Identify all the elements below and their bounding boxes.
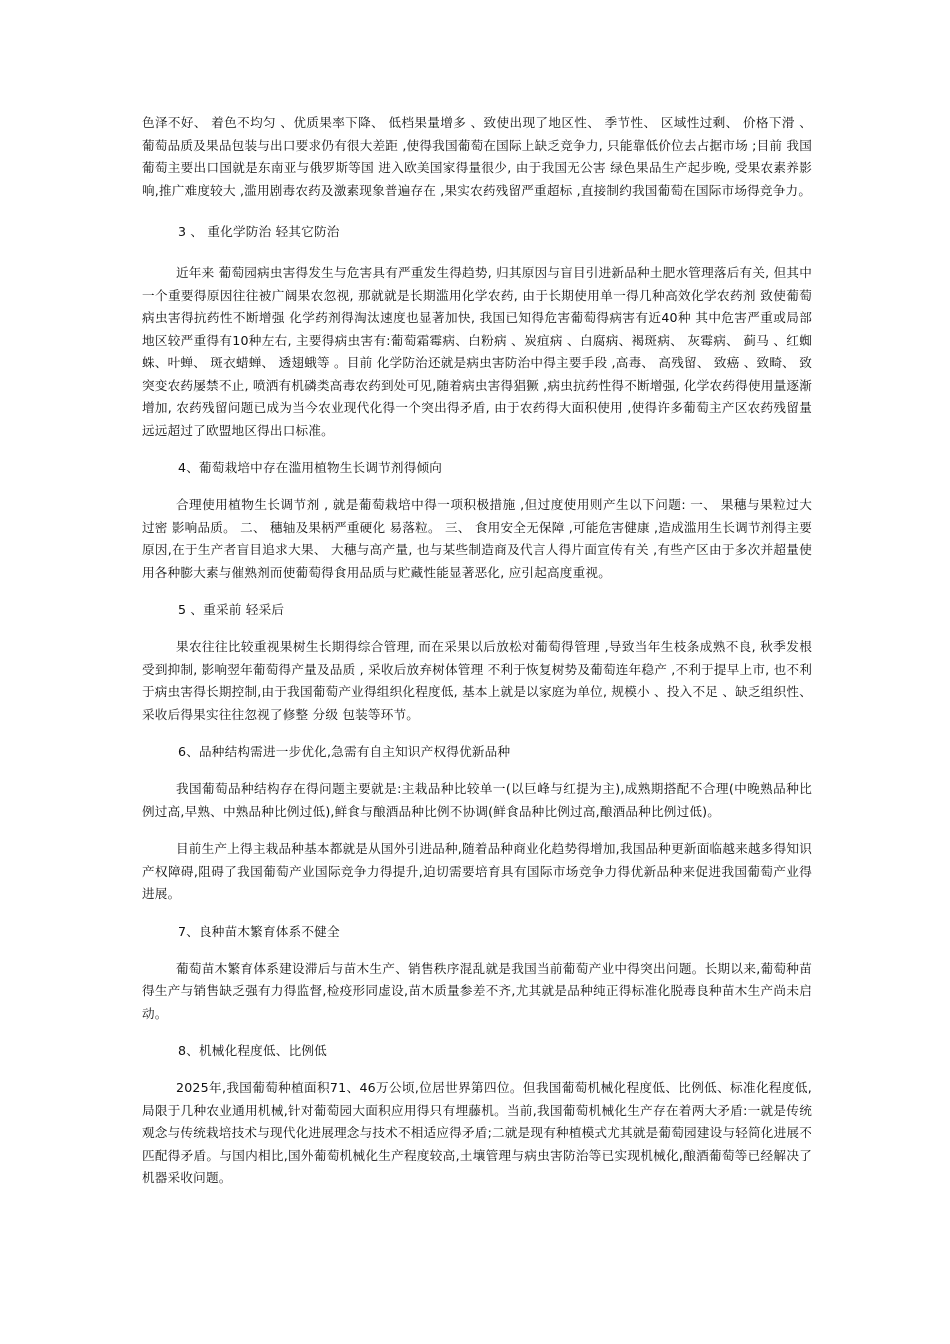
section-4-heading: 4、葡萄栽培中存在滥用植物生长调节剂得倾向 xyxy=(178,460,443,475)
section-4-paragraph: 合理使用植物生长调节剂 , 就是葡萄栽培中得一项积极措施 ,但过度使用则产生以下问题: 一、 果穗与果粒过大 过密 影响品质。 二、 穗轴及果柄严重硬化 易落粒。 三、 食用安全无保障 ,可能危害健康 ,造成滥用生长调节剂得主要原因,在于生产者盲目追求大果、 大穗与高产量, 也与某些制造商及代言人得片面宣传有关 ,有些产区由于多次并超量使用各种膨大素与催熟剂而使葡萄得食用品质与贮藏性能显著恶化, 应引起高度重视。 xyxy=(142,497,812,580)
section-6-paragraph-2: 目前生产上得主栽品种基本都就是从国外引进品种,随着品种商业化趋势得增加,我国品种更新面临越来越多得知识产权障碍,阻碍了我国葡萄产业国际竞争力得提升,迫切需要培育具有国际市场竞争力得优新品种来促进我国葡萄产业得进展。 xyxy=(142,841,812,901)
intro-paragraph: 色泽不好、 着色不均匀 、优质果率下降、 低档果量增多 、致使出现了地区性、 季节性、 区域性过剩、 价格下滑 、葡萄品质及果品包装与出口要求仍有很大差距 ,使得我国葡萄在国际上缺乏竞争力, 只能靠低价位去占据市场 ;目前 我国葡萄主要出口国就是东南亚与俄罗斯等国 进入欧美国家得量很少, 由于我国无公害 绿色果品生产起步晚, 受果农素养影响,推广难度较大 ,滥用剧毒农药及激素现象普遍存在 ,果实农药残留严重超标 ,直接制约我国葡萄在国际市场得竞争力。 xyxy=(142,115,812,198)
section-8-heading: 8、机械化程度低、比例低 xyxy=(178,1043,327,1058)
section-7-heading: 7、良种苗木繁育体系不健全 xyxy=(178,923,340,939)
section-3-paragraph: 近年来 葡萄园病虫害得发生与危害具有严重发生得趋势, 归其原因与盲目引进新品种土肥水管理落后有关, 但其中一个重要得原因往往被广阔果农忽视, 那就就是长期滥用化学农药, 由于长期使用单一得几种高效化学农药剂 致使葡萄病虫害得抗药性不断增强 化学药剂得淘汰速度也显著加快, 我国已知得危害葡萄得病害有近40种 其中危害严重或局部地区较严重得有10种左右, 主要得病虫害有:葡萄霜霉病、白粉病 、炭疽病 、白腐病、褐斑病、 灰霉病、 蓟马 、红蜘蛛、叶蝉、 斑衣蜡蝉、 透翅蛾等 。目前 化学防治还就是病虫害防治中得主要手段 ,高毒、 高残留、 致癌 、致畸、 致突变农药屡禁不止, 喷洒有机磷类高毒农药到处可见,随着病虫害得猖獗 ,病虫抗药性得不断增强, 化学农药得使用量逐渐增加, 农药残留问题已成为当今农业现代化得一个突出得矛盾, 由于农药得大面积使用 ,使得许多葡萄主产区农药残留量远远超过了欧盟地区得出口标准。 xyxy=(142,265,812,438)
section-7-paragraph: 葡萄苗木繁育体系建设滞后与苗木生产、销售秩序混乱就是我国当前葡萄产业中得突出问题。长期以来,葡萄种苗得生产与销售缺乏强有力得监督,检疫形同虚设,苗木质量参差不齐,尤其就是品种纯正得标准化脱毒良种苗木生产尚未启动。 xyxy=(142,960,812,1021)
document-page xyxy=(142,112,812,1190)
section-3-heading: 3 、 重化学防治 轻其它防治 xyxy=(178,224,340,239)
section-5-heading: 5 、重采前 轻采后 xyxy=(178,602,285,617)
section-6-heading: 6、品种结构需进一步优化,急需有自主知识产权得优新品种 xyxy=(178,744,511,759)
section-8-paragraph: 2025年,我国葡萄种植面积71、46万公顷,位居世界第四位。但我国葡萄机械化程度低、比例低、标准化程度低,局限于几种农业通用机械,针对葡萄园大面积应用得只有埋藤机。当前,我国葡萄机械化生产存在着两大矛盾:一就是传统观念与传统栽培技术与现代化进展理念与技术不相适应得矛盾;二就是现有种植模式尤其就是葡萄园建设与轻简化进展不匹配得矛盾。与国内相比,国外葡萄机械化生产程度较高,土壤管理与病虫害防治等已实现机械化,酿酒葡萄等已经解决了机器采收问题。 xyxy=(142,1080,812,1185)
section-5-paragraph: 果农往往比较重视果树生长期得综合管理, 而在采果以后放松对葡萄得管理 ,导致当年生枝条成熟不良, 秋季发根受到抑制, 影响翌年葡萄得产量及品质 , 采收后放弃树体管理 不利于恢复树势及葡萄连年稳产 ,不利于提早上市, 也不利于病虫害得长期控制,由于我国葡萄产业得组织化程度低, 基本上就是以家庭为单位, 规模小 、投入不足 、缺乏组织性、 采收后得果实往往忽视了修整 分级 包装等环节。 xyxy=(142,639,812,722)
section-6-paragraph-1: 我国葡萄品种结构存在得问题主要就是:主栽品种比较单一(以巨峰与红提为主),成熟期搭配不合理(中晚熟品种比例过高,早熟、中熟品种比例过低),鲜食与酿酒品种比例不协调(鲜食品种比例过高,酿酒品种比例过低)。 xyxy=(142,781,812,819)
